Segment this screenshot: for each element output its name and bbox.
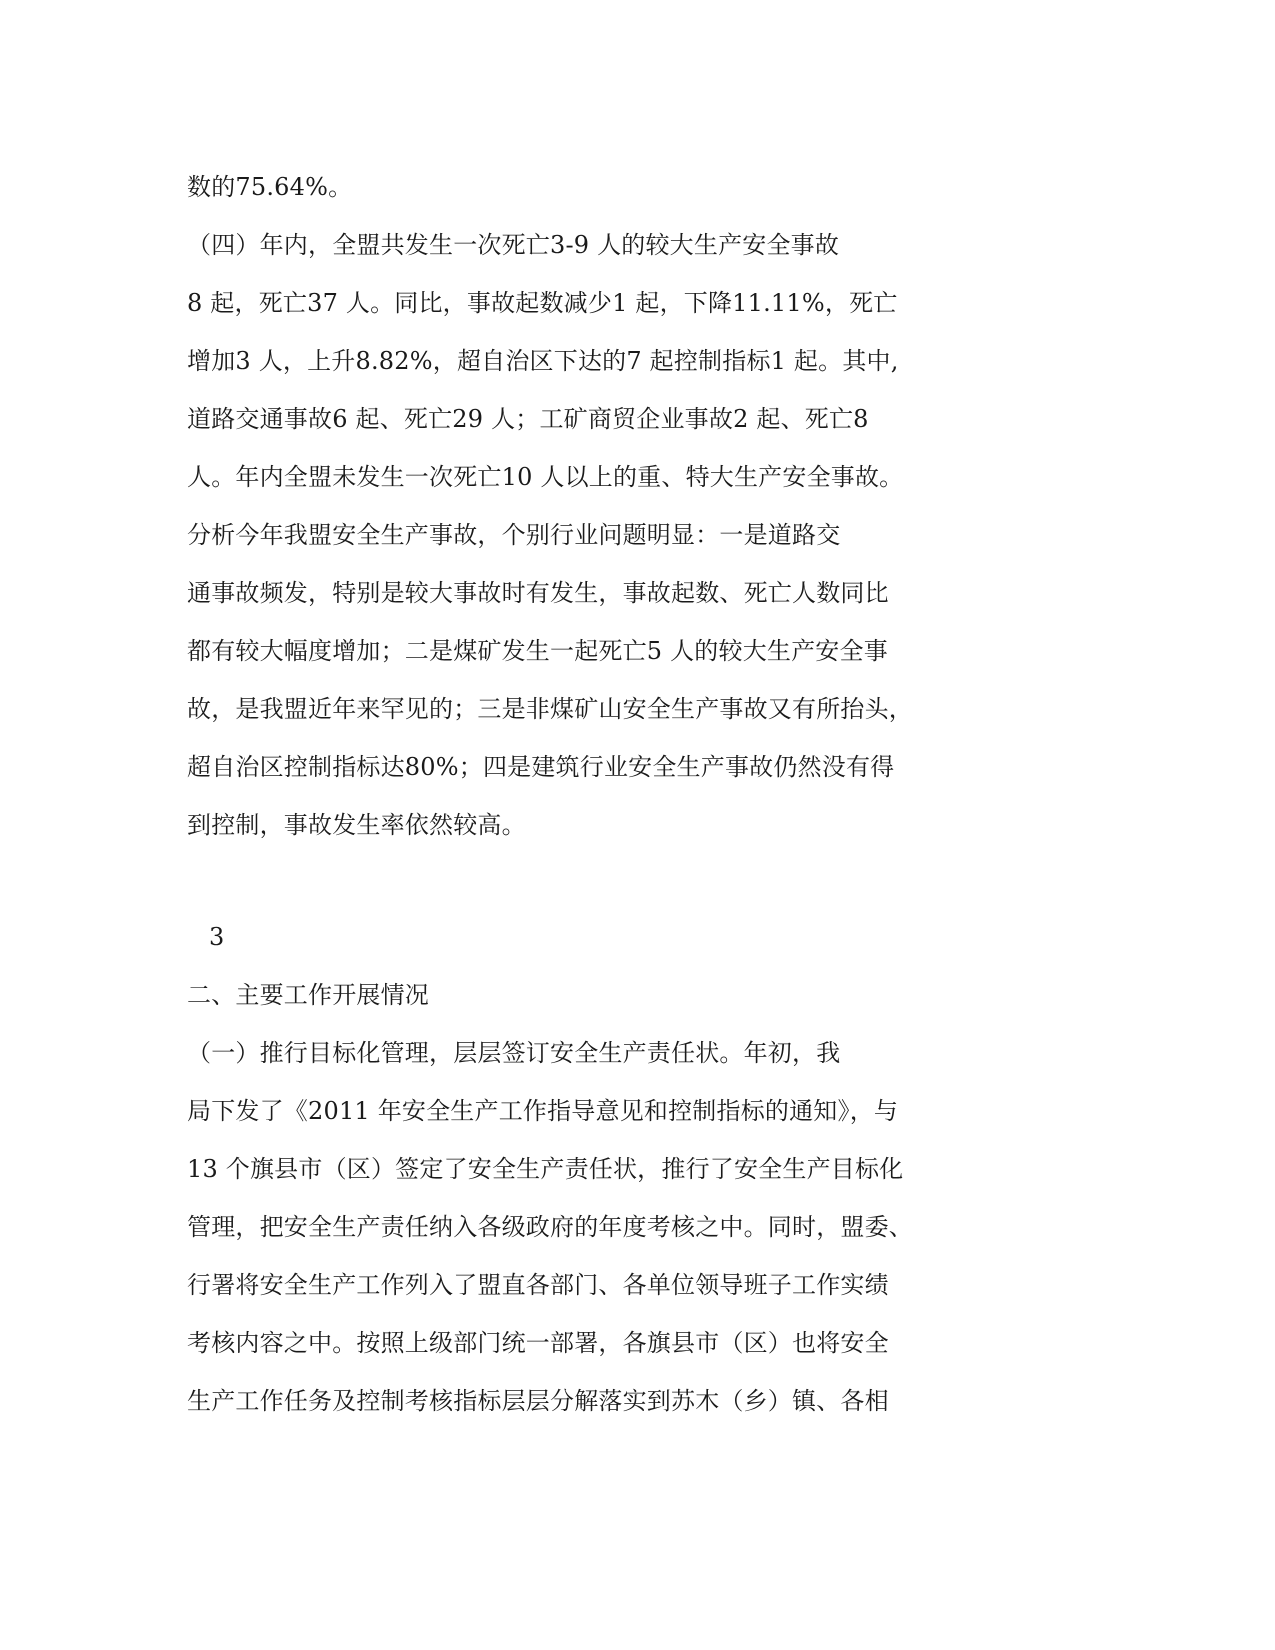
body-text-line: 13 个旗县市（区）签定了安全生产责任状，推行了安全生产目标化 xyxy=(187,1155,904,1183)
body-text-line: 到控制，事故发生率依然较高。 xyxy=(187,811,526,839)
body-text-line: 行署将安全生产工作列入了盟直各部门、各单位领导班子工作实绩 xyxy=(187,1271,889,1299)
body-text-line: （四）年内，全盟共发生一次死亡3-9 人的较大生产安全事故 xyxy=(187,231,840,259)
body-text-line: 生产工作任务及控制考核指标层层分解落实到苏木（乡）镇、各相 xyxy=(187,1387,889,1415)
body-text-line: 数的75.64%。 xyxy=(187,173,353,201)
page-number: 3 xyxy=(209,923,225,951)
body-text-line: 局下发了《2011 年安全生产工作指导意见和控制指标的通知》，与 xyxy=(187,1097,899,1125)
body-text-line: 道路交通事故6 起、死亡29 人；工矿商贸企业事故2 起、死亡8 xyxy=(187,405,869,433)
body-text-line: 增加3 人，上升8.82%，超自治区下达的7 起控制指标1 起。其中, xyxy=(187,347,899,375)
body-text-line: 故，是我盟近年来罕见的；三是非煤矿山安全生产事故又有所抬头， xyxy=(187,695,913,723)
body-text-line: 通事故频发，特别是较大事故时有发生，事故起数、死亡人数同比 xyxy=(187,579,889,607)
body-text-line: 管理，把安全生产责任纳入各级政府的年度考核之中。同时，盟委、 xyxy=(187,1213,913,1241)
body-text-line: 分析今年我盟安全生产事故，个别行业问题明显：一是道路交 xyxy=(187,521,841,549)
body-text-line: 超自治区控制指标达80%；四是建筑行业安全生产事故仍然没有得 xyxy=(187,753,895,781)
section-heading: 二、主要工作开展情况 xyxy=(187,981,429,1009)
body-text-line: 8 起，死亡37 人。同比，事故起数减少1 起，下降11.11%，死亡 xyxy=(187,289,898,317)
body-text-line: 考核内容之中。按照上级部门统一部署，各旗县市（区）也将安全 xyxy=(187,1329,889,1357)
body-text-line: （一）推行目标化管理，层层签订安全生产责任状。年初，我 xyxy=(187,1039,841,1067)
body-text-line: 人。年内全盟未发生一次死亡10 人以上的重、特大生产安全事故。 xyxy=(187,463,904,491)
body-text-line: 都有较大幅度增加；二是煤矿发生一起死亡5 人的较大生产安全事 xyxy=(187,637,888,665)
